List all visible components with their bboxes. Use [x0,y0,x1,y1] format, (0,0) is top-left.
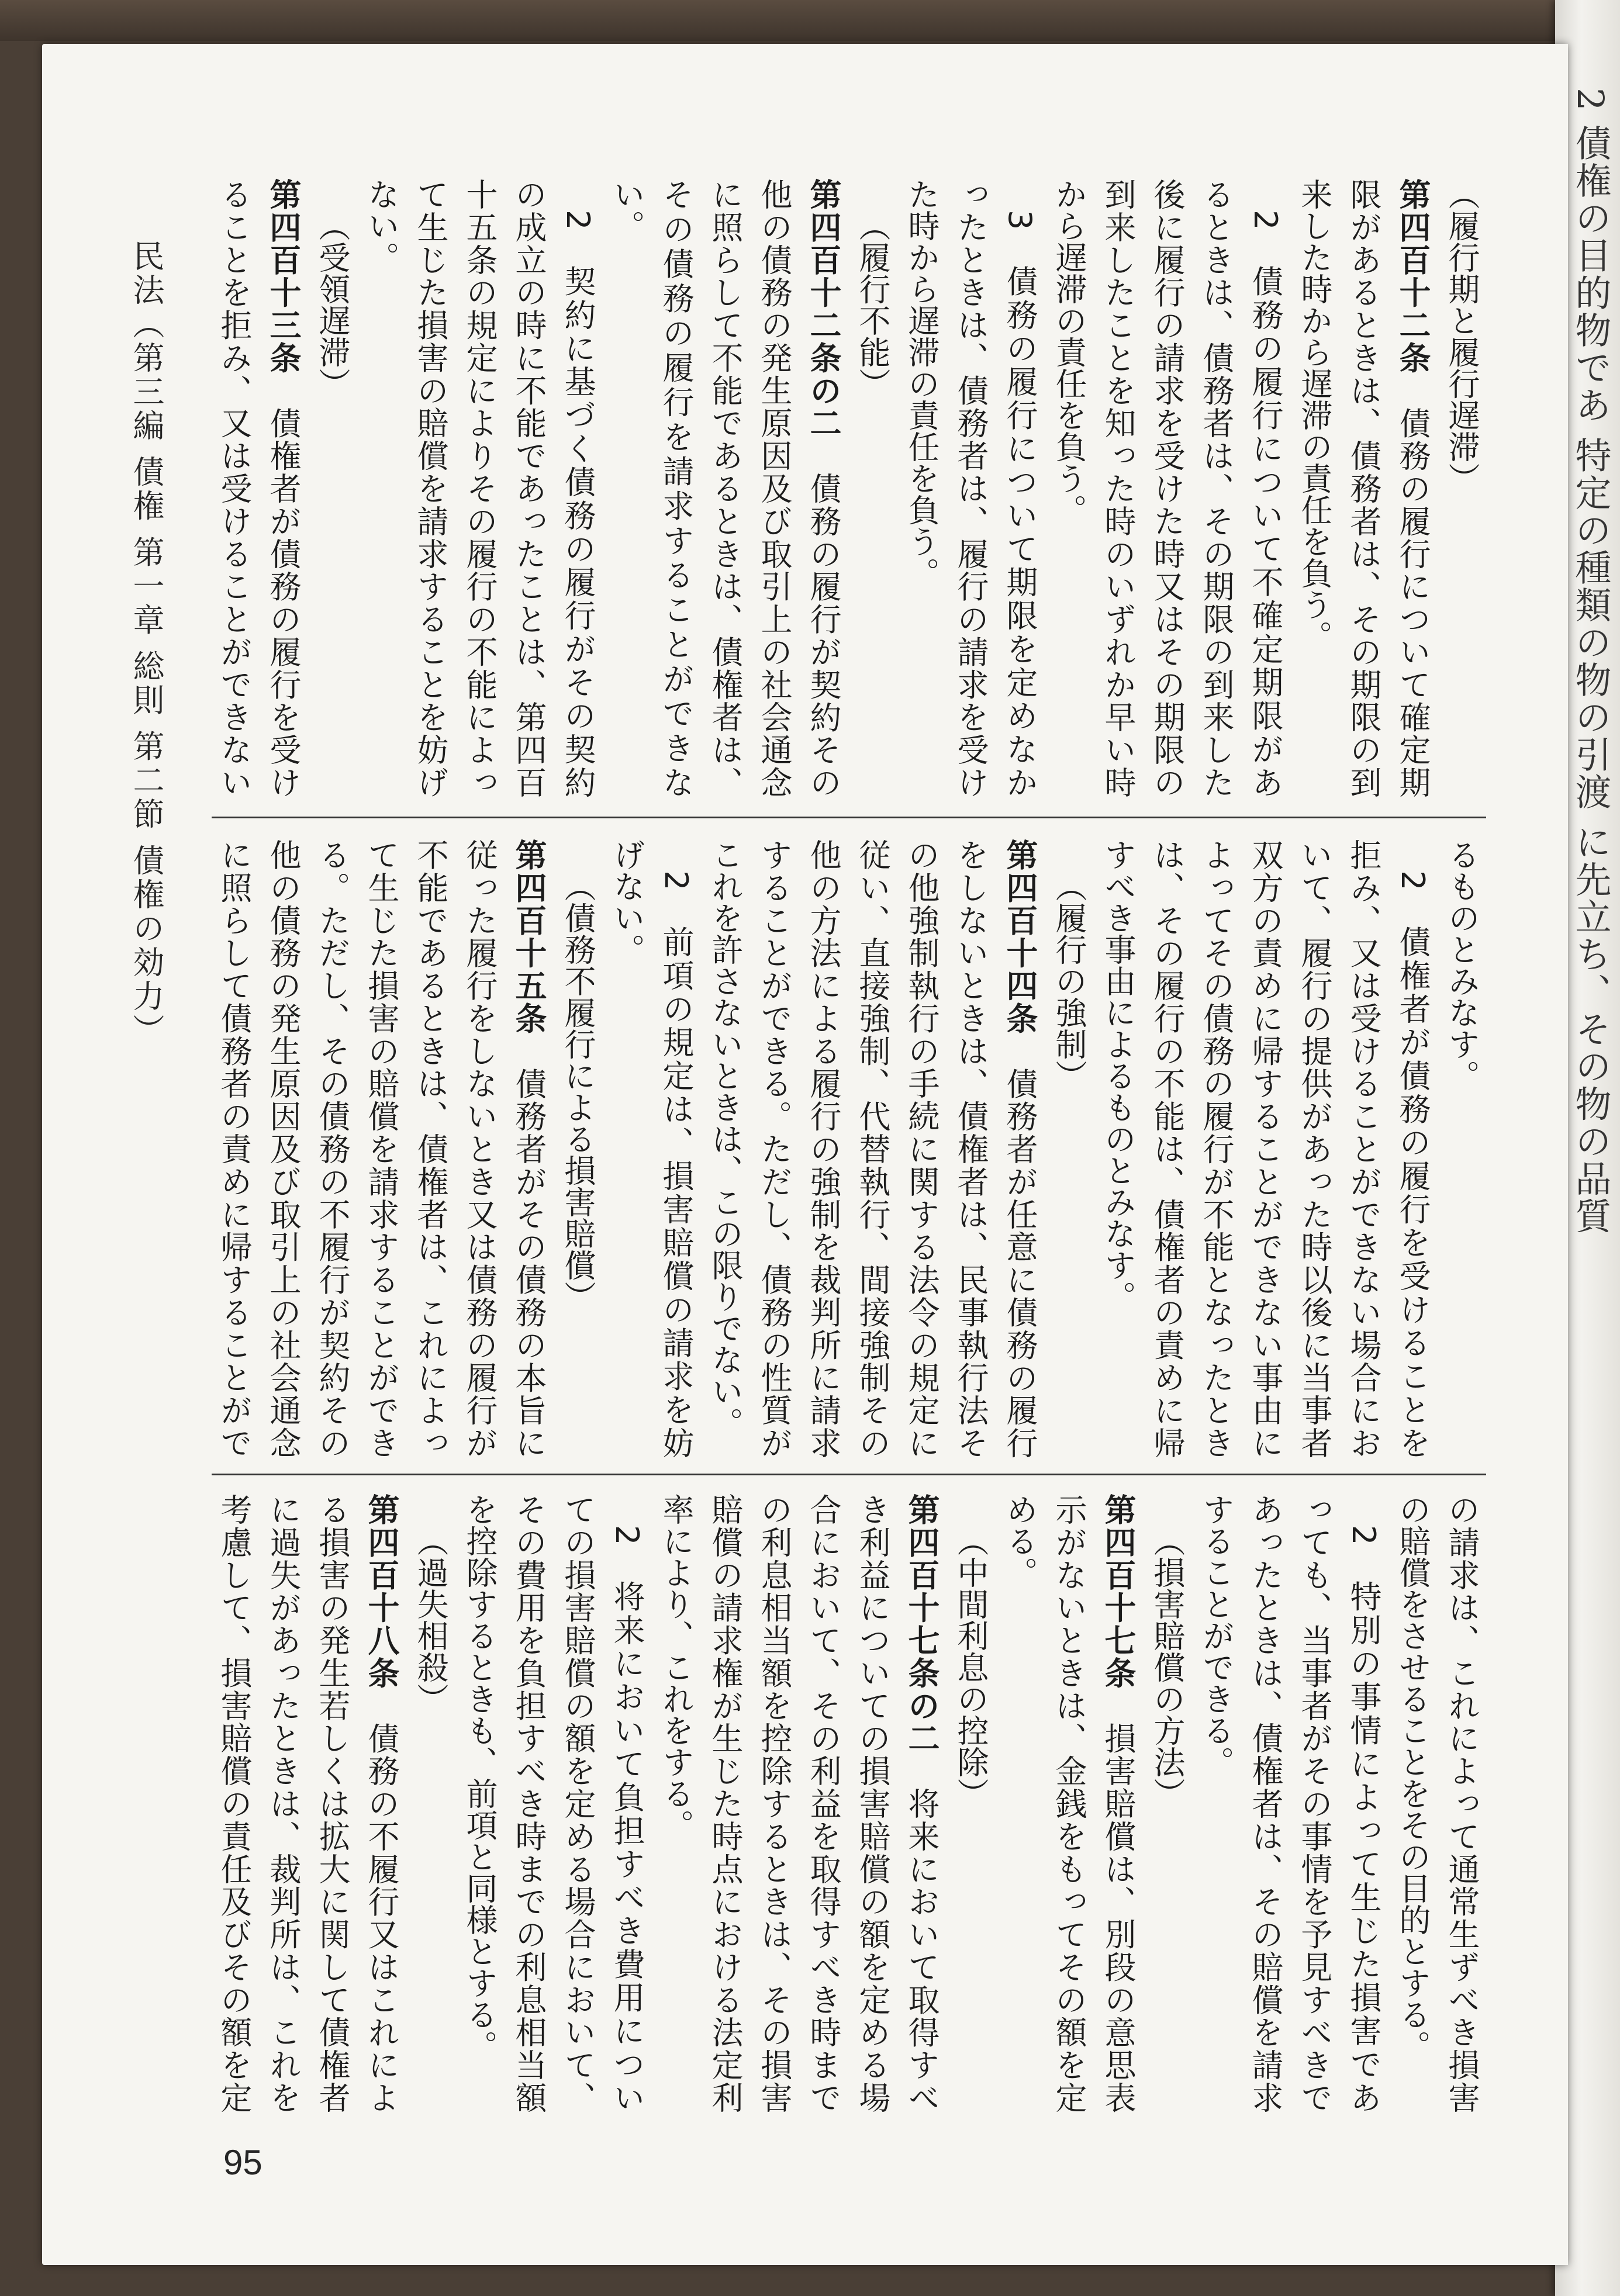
article-text: 債権者が債務の履行を受けることを拒み、又は受けることができない [216,178,302,798]
paragraph-number: 2 [559,210,596,230]
article-text: 将来において取得すべき利益についての損害賠償の額を定める場合において、その利益を取得すべき時までの利息相当額を控除するときは、その損害賠償の請求権が生じた時点における法定利率により、これをする。 [658,1493,940,2113]
paragraph-text: 債務の履行について期限を定めなかったときは、債務者は、履行の請求を受けた時から遅滞の責任を負う。 [903,178,1038,798]
article-text: 債務の履行が契約その他の債務の発生原因及び取引上の社会通念に照らして不能であるときは、債権者は、その債務の履行を請求することができない。 [609,178,842,798]
section-divider [212,817,1486,818]
paragraph-text: 契約に基づく債務の履行がその契約の成立の時に不能であったことは、第四百十五条の規定によりその履行の不能によって生じた損害の賠償を請求することを妨げない。 [363,178,596,798]
article-heading: （履行の強制） [1051,870,1087,1091]
article-414 [700,839,1044,1458]
text-block-middle [212,839,1486,1458]
paragraph [1093,839,1437,1458]
article-number: 第四百十二条の二 [805,178,842,440]
table-surface [0,0,1620,41]
paragraph-text: 債務の履行について不確定期限があるときは、債務者は、その期限の到来した後に履行の請求を受けた時又はその期限の到来したことを知った時のいずれか早い時から遅滞の責任を負う。 [1051,178,1284,798]
paragraph [455,1493,651,2113]
article-heading: （過失相殺） [412,1525,449,1714]
page-number: 95 [223,2143,262,2182]
article-417-2 [651,1493,946,2113]
paragraph-number: 2 [1394,870,1431,891]
paragraph [1191,1493,1388,2113]
paragraph-text: 特別の事情によって生じた損害であっても、当事者がその事情を予見すべきであったときは、債権者は、その賠償を請求することができる。 [1198,1493,1382,2113]
continued-text: の請求は、これによって通常生ずべき損害の賠償をさせることをその目的とする。 [1394,1493,1480,2113]
paragraph-text: 将来において負担すべき費用についての損害賠償の額を定める場合において、その費用を負担すべき時までの利息相当額を控除するときも、前項と同様とする。 [461,1493,645,2113]
adjacent-page-text: 2 債権の目的物であ 特定の種類の物の引渡 に先立ち、その物の品質 [1569,88,1612,1235]
article-413 [212,178,308,798]
article-number: 第四百十七条の二 [903,1493,940,1755]
paragraph [602,839,700,1458]
article-number: 第四百十五条 [510,839,547,1035]
paragraph-number: 2 [1345,1525,1382,1545]
paragraph [357,178,602,798]
running-head: 民法（第三編 債権 第一章 総則 第二節 債権の効力） [128,240,165,1047]
article-412 [1290,178,1437,798]
article-number: 第四百十八条 [363,1493,400,1690]
article-412-2 [602,178,848,798]
section-divider [212,1474,1486,1475]
text-block-bottom [212,1493,1486,2113]
article-heading: （受領遅滞） [314,210,351,399]
article-417 [995,1493,1142,2113]
paragraph-text: 債権者が債務の履行を受けることを拒み、又は受けることができない場合において、履行の提供があった時以後に当事者双方の責めに帰することができない事由によってその債務の履行が不能となったときは、その履行の不能は、債権者の責めに帰すべき事由によるものとみなす。 [1100,839,1431,1458]
article-heading: （中間利息の控除） [952,1525,989,1809]
paragraph-number: 3 [1001,210,1038,230]
article-number: 第四百十四条 [1001,839,1038,1035]
article-text: 債務の不履行又はこれによる損害の発生若しくは拡大に関して債権者に過失があったときは、裁判所は、これを考慮して、損害賠償の責任及びその額を定 [216,1493,400,2113]
article-text: 損害賠償は、別段の意思表示がないときは、金銭をもってその額を定める。 [1001,1493,1137,2113]
article-418 [212,1493,406,2113]
article-heading: （履行不能） [854,210,891,399]
article-heading: （履行期と履行遅滞） [1443,178,1480,494]
paragraph [1044,178,1290,798]
article-number: 第四百十七条 [1100,1493,1137,1690]
paragraph-number: 2 [658,870,695,891]
article-text: 債務の履行について確定期限があるときは、債務者は、その期限の到来した時から遅滞の責任を負う。 [1296,178,1431,798]
article-heading: （債務不履行による損害賠償） [559,870,596,1312]
paragraph-text: 前項の規定は、損害賠償の請求を妨げない。 [609,839,695,1458]
article-number: 第四百十二条 [1394,178,1431,375]
paragraph-number: 2 [609,1525,645,1545]
article-415 [212,839,553,1458]
article-text: 債務者が任意に債務の履行をしないときは、債権者は、民事執行法その他強制執行の手続に関する法令の規定に従い、直接強制、代替執行、間接強制その他の方法による履行の強制を裁判所に請求することができる。ただし、債務の性質がこれを許さないときは、この限りでない。 [707,839,1038,1458]
article-text: 債務者がその債務の本旨に従った履行をしないとき又は債務の履行が不能であるときは、債権者は、これによって生じた損害の賠償を請求することができる。ただし、その債務の不履行が契約その他の債務の発生原因及び取引上の社会通念に照らして債務者の責めに帰することがで [216,839,547,1458]
text-block-top [212,178,1486,798]
continued-text: るものとみなす。 [1443,839,1480,1091]
paragraph-number: 2 [1247,210,1284,230]
book-page [42,44,1568,2265]
article-heading: （損害賠償の方法） [1149,1525,1186,1809]
paragraph [897,178,1044,798]
article-number: 第四百十三条 [265,178,302,375]
